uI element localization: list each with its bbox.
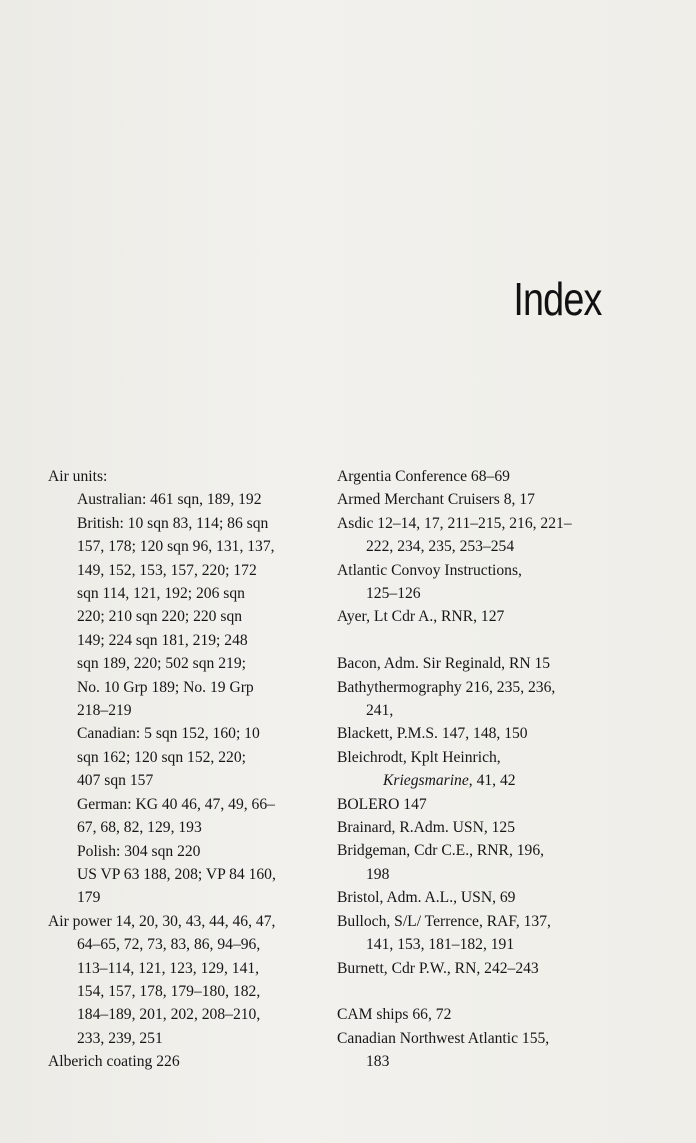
index-section-gap xyxy=(337,629,607,652)
index-entry-line: Australian: 461 sqn, 189, 192 xyxy=(77,491,262,509)
index-entry-line: 141, 153, 181–182, 191 xyxy=(366,936,515,954)
index-entry-line: Canadian: 5 sqn 152, 160; 10 xyxy=(77,725,260,743)
index-entry-line: 183 xyxy=(366,1053,390,1071)
index-entry-line: Bacon, Adm. Sir Reginald, RN 15 xyxy=(337,655,551,673)
index-entry-line: 67, 68, 82, 129, 193 xyxy=(77,819,202,837)
index-entry-pages: , 41, 42 xyxy=(468,772,516,790)
index-entry xyxy=(337,676,607,723)
index-entry-line: 241, xyxy=(366,702,394,720)
index-entry-line: No. 10 Grp 189; No. 19 Grp xyxy=(77,678,254,696)
index-entry-line xyxy=(337,769,607,792)
index-entry-line: 222, 234, 235, 253–254 xyxy=(366,538,515,556)
index-entry xyxy=(337,605,607,628)
index-entry-line: Atlantic Convoy Instructions, xyxy=(337,561,522,579)
index-entry xyxy=(48,910,328,1050)
index-entry-line: US VP 63 188, 208; VP 84 160, xyxy=(77,865,276,883)
index-entry-line: sqn 189, 220; 502 sqn 219; xyxy=(77,655,246,673)
index-entry xyxy=(337,839,607,886)
index-entry-line: 154, 157, 178, 179–180, 182, xyxy=(77,982,261,1000)
index-entry-line: Air power 14, 20, 30, 43, 44, 46, 47, xyxy=(48,912,276,930)
index-entry-line: Alberich coating 226 xyxy=(48,1053,180,1071)
index-entry xyxy=(48,465,328,488)
index-entry-line: 64–65, 72, 73, 83, 86, 94–96, xyxy=(77,936,261,954)
index-entry-line: Ayer, Lt Cdr A., RNR, 127 xyxy=(337,608,505,626)
index-entry-line: Bleichrodt, Kplt Heinrich, xyxy=(337,748,501,766)
index-column-right xyxy=(337,465,607,1074)
index-entry xyxy=(48,488,328,511)
index-section-gap xyxy=(337,980,607,1003)
index-entry xyxy=(48,1050,328,1073)
index-entry-line: 218–219 xyxy=(77,702,132,720)
index-entry-line: sqn 162; 120 sqn 152, 220; xyxy=(77,748,246,766)
index-entry xyxy=(337,488,607,511)
index-entry-line: Armed Merchant Cruisers 8, 17 xyxy=(337,491,535,509)
index-entry-line: Polish: 304 sqn 220 xyxy=(77,842,201,860)
index-entry xyxy=(48,722,328,792)
index-entry xyxy=(337,793,607,816)
index-entry-line: British: 10 sqn 83, 114; 86 sqn xyxy=(77,514,269,532)
index-column-left xyxy=(48,465,328,1074)
index-entry-line: 125–126 xyxy=(366,585,421,603)
index-entry-line: Argentia Conference 68–69 xyxy=(337,468,510,485)
index-entry-line: Air units: xyxy=(48,468,108,485)
index-entry xyxy=(48,512,328,723)
index-entry xyxy=(337,512,607,559)
index-entry xyxy=(337,652,607,675)
index-entry-line: Bathythermography 216, 235, 236, xyxy=(337,678,556,696)
index-entry-line: sqn 114, 121, 192; 206 sqn xyxy=(77,585,245,603)
index-entry xyxy=(337,1027,607,1074)
index-entry xyxy=(337,559,607,606)
index-entry-line: Bristol, Adm. A.L., USN, 69 xyxy=(337,889,516,907)
index-entry xyxy=(48,793,328,840)
index-entry-line: BOLERO 147 xyxy=(337,795,427,813)
index-entry xyxy=(337,722,607,745)
index-entry-line: 233, 239, 251 xyxy=(77,1029,163,1047)
index-entry-line: 407 sqn 157 xyxy=(77,772,154,790)
index-entry-line: Bridgeman, Cdr C.E., RNR, 196, xyxy=(337,842,545,860)
index-entry xyxy=(337,465,607,488)
index-entry-line: Burnett, Cdr P.W., RN, 242–243 xyxy=(337,959,539,977)
index-entry-line: Blackett, P.M.S. 147, 148, 150 xyxy=(337,725,528,743)
index-entry xyxy=(48,840,328,863)
index-entry xyxy=(337,816,607,839)
index-entry-line: Canadian Northwest Atlantic 155, xyxy=(337,1029,550,1047)
index-entry-line: Bulloch, S/L/ Terrence, RAF, 137, xyxy=(337,912,551,930)
index-entry xyxy=(337,746,607,793)
index-entry xyxy=(337,1003,607,1026)
index-entry-line: 113–114, 121, 123, 129, 141, xyxy=(77,959,260,977)
index-entry-line: Brainard, R.Adm. USN, 125 xyxy=(337,819,516,837)
page-title: Index xyxy=(513,273,602,325)
index-entry-line: 184–189, 201, 202, 208–210, xyxy=(77,1006,261,1024)
index-entry xyxy=(337,886,607,909)
index-entry-line: 198 xyxy=(366,865,390,883)
index-entry-line: CAM ships 66, 72 xyxy=(337,1006,452,1024)
index-entry-line: Asdic 12–14, 17, 211–215, 216, 221– xyxy=(337,514,572,532)
index-entry-line: 220; 210 sqn 220; 220 sqn xyxy=(77,608,243,626)
index-entry-italic-text: Kriegsmarine xyxy=(383,772,469,790)
index-entry-line: German: KG 40 46, 47, 49, 66– xyxy=(77,795,275,813)
index-entry-line: 157, 178; 120 sqn 96, 131, 137, xyxy=(77,538,275,556)
index-entry xyxy=(337,910,607,957)
index-entry xyxy=(337,957,607,980)
index-entry-line: 149, 152, 153, 157, 220; 172 xyxy=(77,561,257,579)
index-entry-line: 149; 224 sqn 181, 219; 248 xyxy=(77,631,248,649)
index-entry xyxy=(48,863,328,910)
index-entry-line: 179 xyxy=(77,889,101,907)
